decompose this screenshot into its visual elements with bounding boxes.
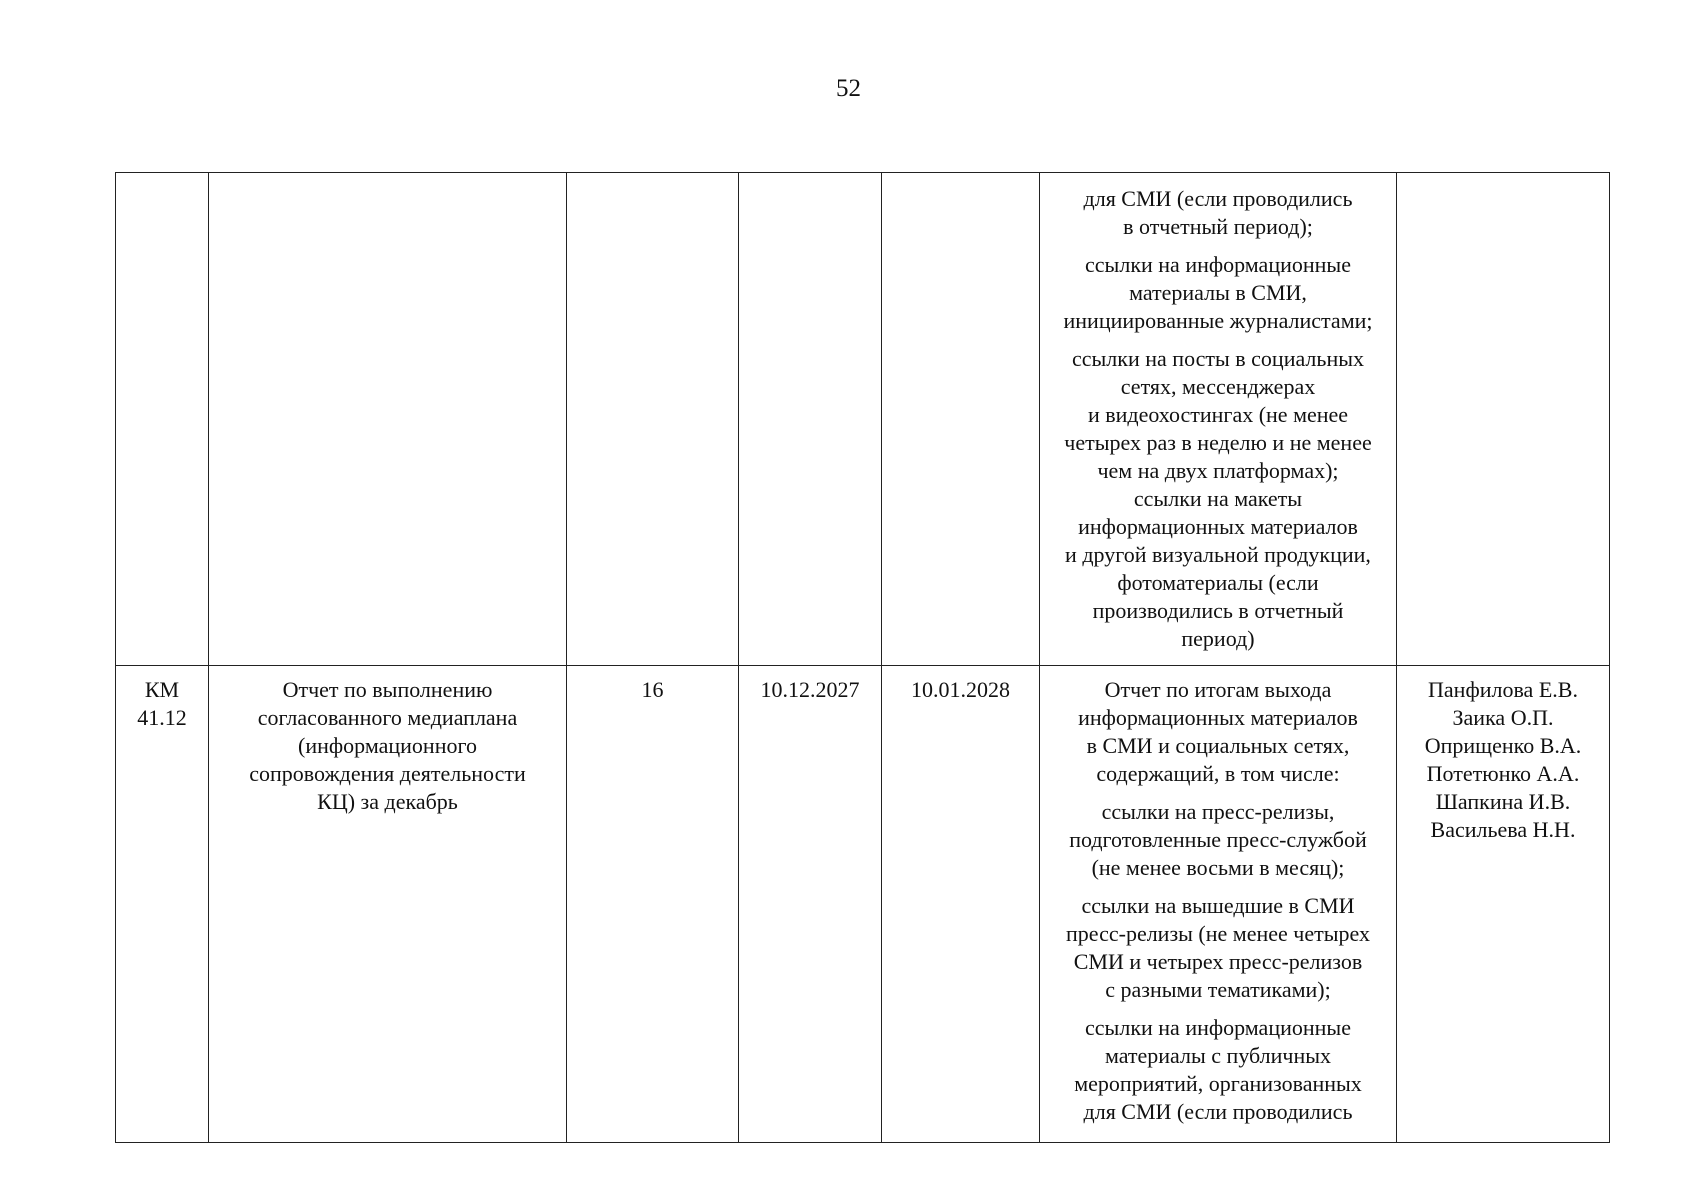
cell-end-date-empty <box>882 173 1040 666</box>
cell-start-date <box>739 666 882 1143</box>
cell-result-continuation <box>1040 173 1397 666</box>
cell-name-empty <box>209 173 567 666</box>
cell-end-date <box>882 666 1040 1143</box>
result-paragraph: ссылки на информационные материалы с публичных мероприятий, организованных для СМИ (если проводились <box>1074 1015 1362 1124</box>
cell-name <box>209 666 567 1143</box>
cell-start-date-empty <box>739 173 882 666</box>
cell-code-empty <box>116 173 209 666</box>
cell-number-empty <box>567 173 739 666</box>
row-end-date: 10.01.2028 <box>911 677 1010 702</box>
row-name: Отчет по выполнению согласованного медиаплана (информационного сопровождения деятельности КЦ) за декабрь <box>249 677 526 814</box>
row-start-date: 10.12.2027 <box>760 677 860 702</box>
result-paragraph: ссылки на информационные материалы в СМИ, инициированные журналистами; <box>1063 252 1373 333</box>
row-code: КМ 41.12 <box>137 677 187 730</box>
cell-result <box>1040 666 1397 1143</box>
page-number: 52 <box>836 75 861 102</box>
cell-number <box>567 666 739 1143</box>
row-responsible: Панфилова Е.В. Заика О.П. Оприщенко В.А. Потетюнко А.А. Шапкина И.В. Васильева Н.Н. <box>1424 677 1582 842</box>
result-paragraph: для СМИ (если проводились в отчетный период); <box>1083 186 1353 239</box>
result-paragraph: ссылки на вышедшие в СМИ пресс-релизы (не менее четырех СМИ и четырех пресс-релизов с разными тематиками); <box>1066 893 1370 1002</box>
table-row-continuation <box>116 173 1610 666</box>
result-paragraph: Отчет по итогам выхода информационных материалов в СМИ и социальных сетях, содержащий, в том числе: <box>1078 677 1358 786</box>
control-points-table <box>115 172 1610 1143</box>
cell-responsible <box>1397 666 1610 1143</box>
result-paragraph: ссылки на посты в социальных сетях, мессенджерах и видеохостингах (не менее четырех раз в неделю и не менее чем на двух платформах); ссылки на макеты информационных материалов и другой визуальной продукции, фотоматериалы (если производились в отчетный период) <box>1064 346 1372 651</box>
row-number: 16 <box>641 677 664 702</box>
cell-responsible-empty <box>1397 173 1610 666</box>
result-paragraph: ссылки на пресс-релизы, подготовленные пресс-службой (не менее восьми в месяц); <box>1069 799 1367 880</box>
cell-code <box>116 666 209 1143</box>
table-row-km-41-12 <box>116 666 1610 1143</box>
